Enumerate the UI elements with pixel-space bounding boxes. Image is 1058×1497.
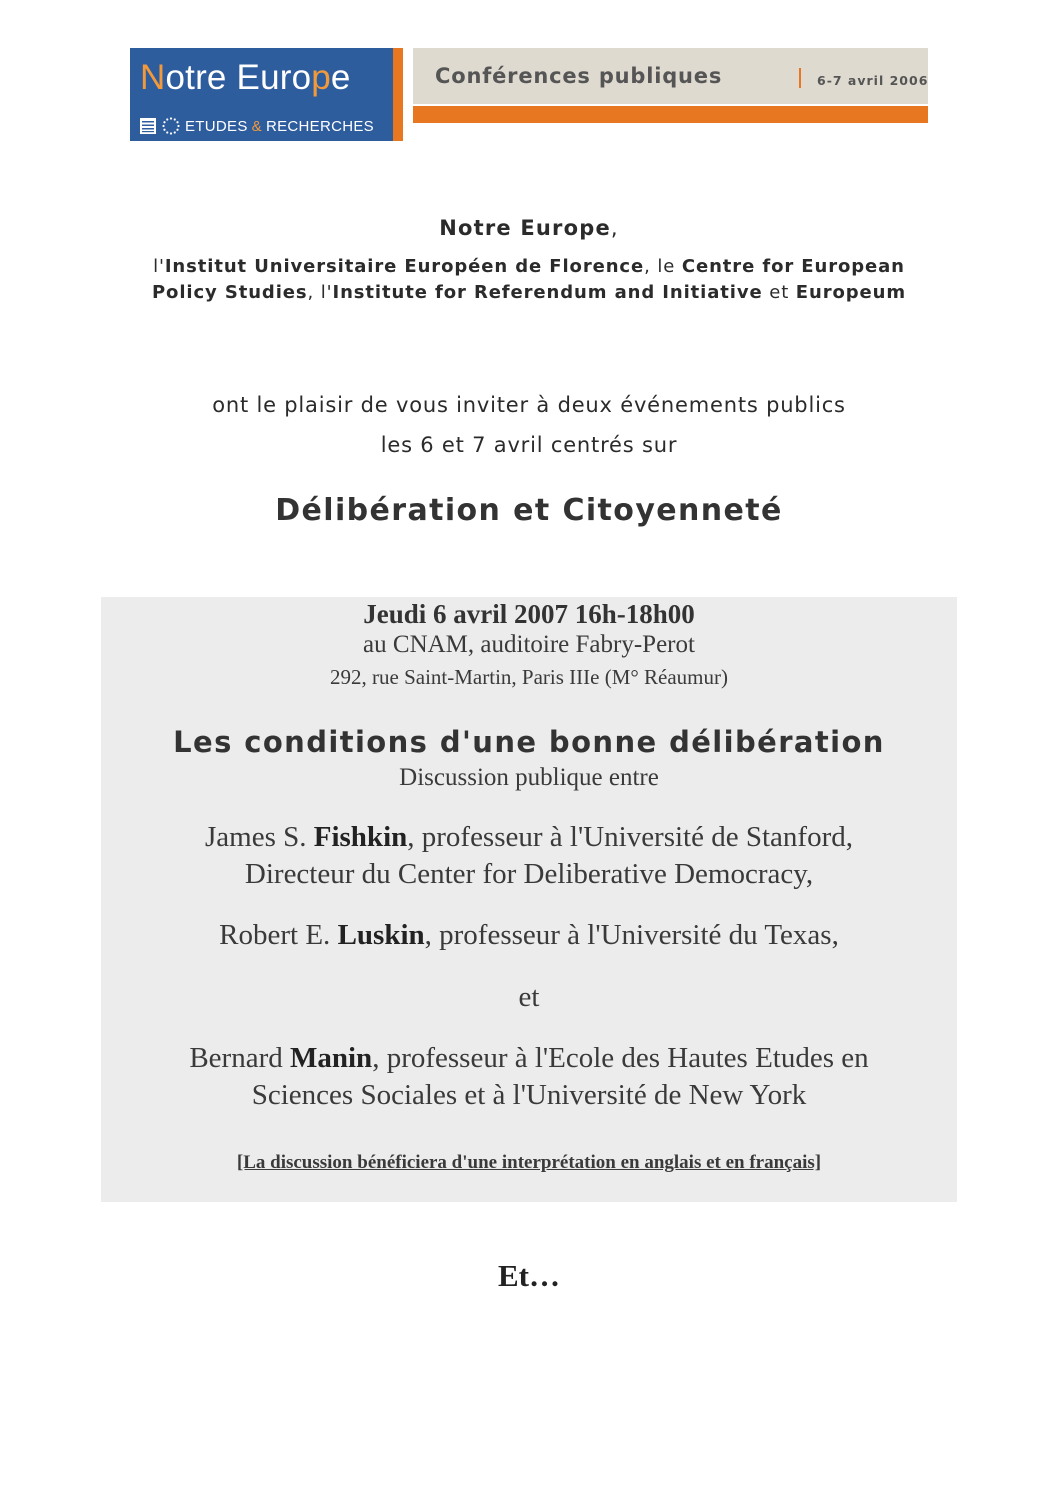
speaker-fishkin-role: Directeur du Center for Deliberative Democracy,	[244, 858, 814, 890]
logo-title-mid: otre Euro	[165, 58, 312, 97]
logo-title-n: N	[140, 58, 166, 97]
logo-title-post: e	[330, 58, 351, 97]
speaker-conjunction: et	[518, 981, 540, 1013]
logo-title-accent: p	[311, 58, 331, 97]
logo-title	[140, 58, 351, 98]
banner-title: Conférences publiques	[435, 64, 723, 88]
speaker-manin-role: Sciences Sociales et à l'Université de New York	[251, 1079, 807, 1111]
speaker-role: , professeur à l'Université de Stanford,	[407, 821, 853, 853]
organizers-head-comma: ,	[610, 216, 619, 240]
event-title: Les conditions d'une bonne délibération	[173, 725, 885, 759]
speaker-first-name: Bernard	[189, 1042, 290, 1074]
document-icon	[139, 117, 157, 135]
org-text: , le	[644, 256, 682, 277]
speaker-first-name: James S.	[205, 821, 314, 853]
org-text: , l'	[307, 282, 333, 303]
notre-europe-logo	[130, 48, 403, 141]
eu-stars-icon	[161, 116, 181, 136]
org-name: Institute for Referendum and Initiative	[332, 282, 763, 303]
speaker-role: , professeur à l'Université du Texas,	[424, 919, 839, 951]
banner-separator	[799, 68, 801, 88]
main-title: Délibération et Citoyenneté	[275, 493, 783, 528]
header-banner	[413, 48, 928, 104]
speaker-role: , professeur à l'Ecole des Hautes Etudes en	[372, 1042, 869, 1074]
org-text: et	[762, 282, 796, 303]
org-name: Europeum	[795, 282, 907, 303]
org-name: Policy Studies	[151, 282, 308, 303]
logo-subtitle-right: RECHERCHES	[265, 117, 374, 135]
speaker-last-name: Manin	[290, 1042, 373, 1074]
speaker-last-name: Luskin	[337, 919, 425, 951]
closing-text: Et…	[498, 1258, 560, 1293]
event-venue: au CNAM, auditoire Fabry-Perot	[363, 631, 695, 658]
speaker-luskin	[101, 919, 957, 952]
org-text: l'	[153, 256, 165, 277]
invitation-line-2: les 6 et 7 avril centrés sur	[380, 433, 678, 457]
speaker-fishkin	[101, 821, 957, 854]
banner-orange-stripe	[413, 106, 928, 123]
event-date: Jeudi 6 avril 2007 16h-18h00	[363, 599, 695, 629]
logo-subtitle	[139, 116, 374, 136]
logo-subtitle-amp: &	[251, 117, 262, 135]
invitation-line-1: ont le plaisir de vous inviter à deux événements publics	[212, 393, 846, 417]
organizers-line-2	[0, 282, 1058, 303]
event-address: 292, rue Saint-Martin, Paris IIIe (M° Réaumur)	[330, 665, 728, 689]
speaker-last-name: Fishkin	[313, 821, 408, 853]
organizers-line-1	[0, 256, 1058, 277]
org-name: Institut Universitaire Européen de Florence	[164, 256, 645, 277]
speaker-first-name: Robert E.	[219, 919, 338, 951]
organizers-head-name: Notre Europe	[439, 216, 611, 240]
speaker-manin	[101, 1042, 957, 1075]
banner-date: 6-7 avril 2006	[817, 73, 929, 88]
interpretation-note: [La discussion bénéficiera d'une interprétation en anglais et en français]	[236, 1152, 822, 1173]
event-box	[101, 597, 957, 1202]
organizers-head	[0, 216, 1058, 240]
logo-subtitle-left: ETUDES	[185, 117, 248, 135]
event-subtitle: Discussion publique entre	[399, 764, 659, 791]
org-name: Centre for European	[681, 256, 905, 277]
